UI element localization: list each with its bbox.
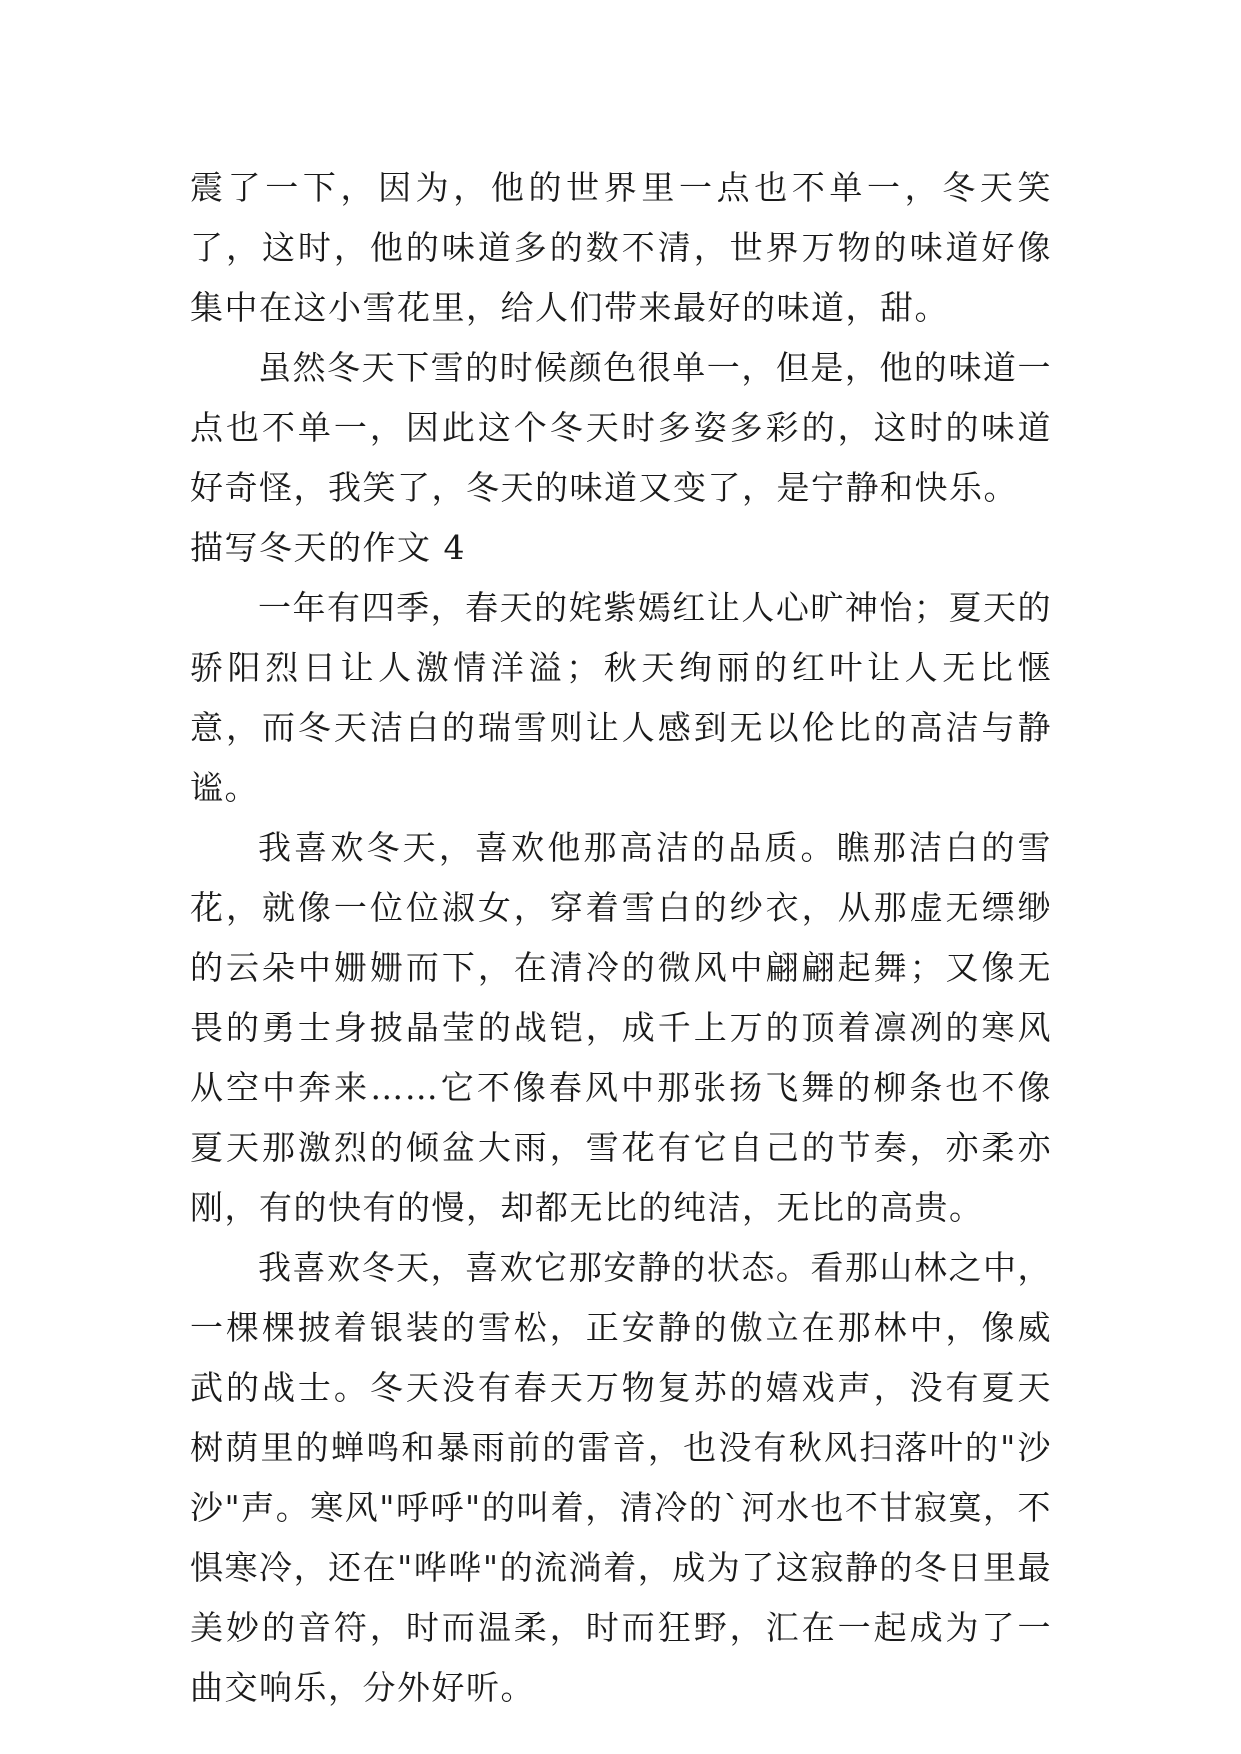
paragraph: 一年有四季，春天的姹紫嫣红让人心旷神怡；夏天的骄阳烈日让人激情洋溢；秋天绚丽的红叶让人无比惬意，而冬天洁白的瑞雪则让人感到无以伦比的高洁与静谧。 bbox=[190, 588, 1052, 807]
paragraph: 我喜欢冬天，喜欢他那高洁的品质。瞧那洁白的雪花，就像一位位淑女，穿着雪白的纱衣，从那虚无缥缈的云朵中姗姗而下，在清冷的微风中翩翩起舞；又像无畏的勇士身披晶莹的战铠，成千上万的顶着凛冽的寒风从空中奔来……它不像春风中那张扬飞舞的柳条也不像夏天那激烈的倾盆大雨，雪花有它自己的节奏，亦柔亦刚，有的快有的慢，却都无比的纯洁，无比的高贵。 bbox=[190, 828, 1052, 1227]
paragraph: 虽然冬天下雪的时候颜色很单一，但是，他的味道一点也不单一，因此这个冬天时多姿多彩的，这时的味道好奇怪，我笑了，冬天的味道又变了，是宁静和快乐。 bbox=[190, 348, 1052, 507]
paragraph: 我喜欢冬天，喜欢它那安静的状态。看那山林之中，一棵棵披着银装的雪松，正安静的傲立在那林中，像威武的战士。冬天没有春天万物复苏的嬉戏声，没有夏天树荫里的蝉鸣和暴雨前的雷音，也没有秋风扫落叶的"沙沙"声。寒风"呼呼"的叫着，清冷的`河水也不甘寂寞，不惧寒冷，还在"哗哗"的流淌着，成为了这寂静的冬日里最美妙的音符，时而温柔，时而狂野，汇在一起成为了一曲交响乐，分外好听。 bbox=[190, 1248, 1052, 1707]
section-title: 描写冬天的作文 4 bbox=[190, 528, 466, 567]
paragraph-continued: 震了一下，因为，他的世界里一点也不单一，冬天笑了，这时，他的味道多的数不清，世界万物的味道好像集中在这小雪花里，给人们带来最好的味道，甜。 bbox=[190, 168, 1052, 327]
document-body bbox=[190, 158, 1052, 1718]
